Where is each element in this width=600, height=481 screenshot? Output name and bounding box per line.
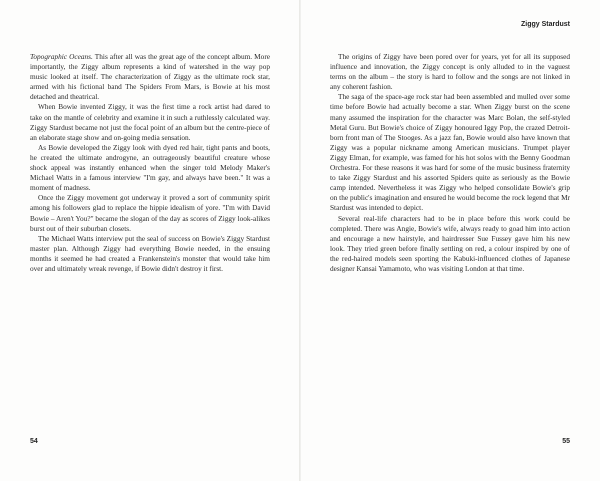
left-paragraph-3: Once the Ziggy movement got underway it proved a sort of community spirit among his followers glad to replace the hippie idealism of yore. "I'm with David Bowie – Aren't You?" became the slogan of the day as scores of Ziggy look-alikes burst out of their suburban closets. (30, 193, 270, 233)
right-paragraph-2: The saga of the space-age rock star had been assembled and mulled over some time before Bowie had actually become a star. When Ziggy burst on the scene many assumed the inspiration for the character was Marc Bolan, the self-styled Metal Guru. But Bowie's choice of Ziggy honoured Iggy Pop, the crazed Detroit-born front man of The Stooges. As a jazz fan, Bowie would also have known that Ziggy was a popular nickname among American musicians. Trumpet player Ziggy Elman, for example, was famed for his hot solos with the Benny Goodman Orchestra. For these reasons it was hard for some of the music business fraternity to take Ziggy Stardust and his assorted Spiders quite as seriously as the Bowie camp intended. Nevertheless it was Ziggy who helped consolidate Bowie's grip on the public's imagination and ensured he would become the rock legend that Mr Stardust was intended to depict. (330, 92, 570, 213)
left-paragraph-1: When Bowie invented Ziggy, it was the first time a rock artist had dared to take on the mantle of celebrity and examine it in such a ruthlessly calculated way. Ziggy Stardust became not just the focal point of an album but the centre-piece of an elaborate stage show and on-going media sensation. (30, 102, 270, 142)
page-number-right: 55 (562, 438, 570, 445)
right-paragraph-1: The origins of Ziggy have been pored over for years, yet for all its supposed influence and innovation, the Ziggy concept is only alluded to in the vaguest terms on the album – the story is hard to follow and the songs are not linked in any coherent fashion. (330, 52, 570, 92)
running-header: Ziggy Stardust (520, 21, 570, 28)
right-paragraph-3: Several real-life characters had to be in place before this work could be completed. There was Angie, Bowie's wife, always ready to goad him into action and encourage a new hairstyle, and hairdresser Sue Fussey gave him his new look. They tried green before finally settling on red, a colour inspired by one of the red-haired models seen sporting the Kabuki-influenced clothes of Japanese designer Kansai Yamamoto, who was visiting London at that time. (330, 213, 570, 273)
album-title: Topographic Oceans. (30, 52, 93, 61)
page-gutter (299, 0, 301, 481)
right-page-text (330, 52, 570, 274)
left-page-text (30, 52, 270, 274)
left-opening-text: This after all was the great age of the concept album. More importantly, the Ziggy album represents a kind of watershed in the way pop music looked at itself. The characterization of Ziggy as the ultimate rock star, armed with his fictional band The Spiders From Mars, is Bowie at his most detached and theatrical. (30, 52, 270, 102)
left-paragraph-4: The Michael Watts interview put the seal of success on Bowie's Ziggy Stardust master plan. Although Ziggy had everything Bowie needed, in the ensuing months it seemed he had created a Frankenstein's monster that would take him over and ultimately wreak revenge, if Bowie didn't destroy it first. (30, 233, 270, 273)
left-paragraph-0 (30, 52, 270, 102)
page-number-left: 54 (30, 438, 38, 445)
left-paragraph-2: As Bowie developed the Ziggy look with dyed red hair, tight pants and boots, he created the ultimate androgyne, an outrageously beautiful creature whose shock appeal was instantly enhanced when the singer told Melody Maker's Michael Watts in a famous interview "I'm gay, and always have been." It was a moment of madness. (30, 142, 270, 193)
